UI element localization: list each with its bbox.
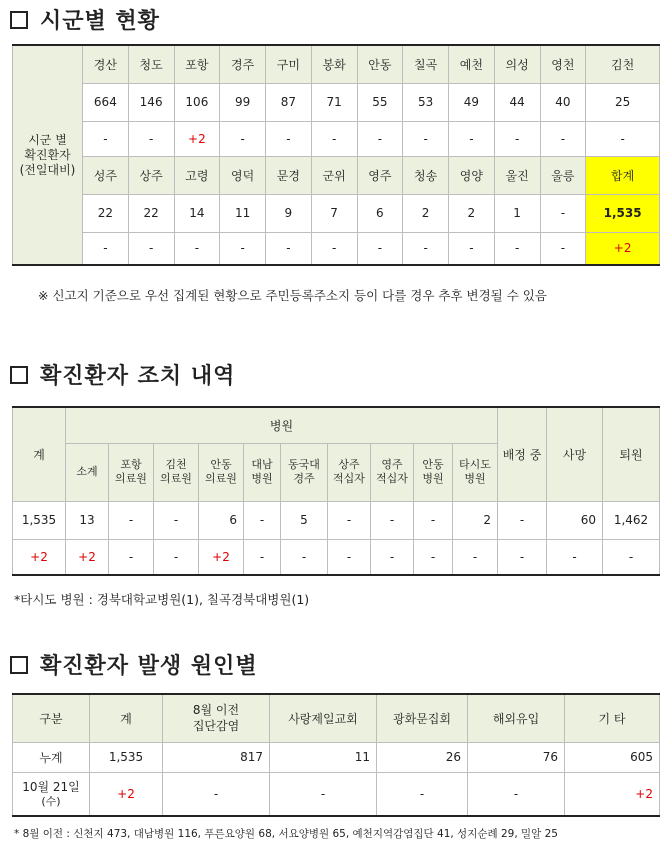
city-name: 경산: [83, 45, 129, 83]
city-delta: -: [266, 232, 312, 265]
city-count: 71: [311, 83, 357, 121]
city-count: 22: [128, 194, 174, 232]
col-total: 계: [90, 694, 163, 742]
row-label: 10월 21일 (수): [13, 772, 90, 816]
city-status-table: [12, 44, 660, 266]
total-delta: +2: [586, 232, 660, 265]
cell: -: [109, 539, 154, 575]
row-label-line2: 확진환자: [24, 147, 71, 162]
treatment-table: [12, 406, 660, 576]
sub-hospital: 영주 적십자: [371, 443, 414, 501]
city-count: 40: [540, 83, 586, 121]
city-delta: -: [403, 232, 449, 265]
cell: +2: [66, 539, 109, 575]
cell: -: [244, 539, 281, 575]
cell: -: [163, 772, 270, 816]
col-overseas: 해외유입: [468, 694, 565, 742]
row-label: 누계: [13, 742, 90, 772]
section-treatment-header: [10, 359, 235, 390]
city-count: 106: [174, 83, 220, 121]
city-delta: -: [311, 232, 357, 265]
city-delta: -: [494, 232, 540, 265]
city-delta: -: [83, 121, 129, 156]
city-count: -: [540, 194, 586, 232]
city-name: 의성: [494, 45, 540, 83]
city-name: 김천: [586, 45, 660, 83]
city-count: 9: [266, 194, 312, 232]
sub-hospital: 포항 의료원: [109, 443, 154, 501]
sub-hospital: 대남 병원: [244, 443, 281, 501]
city-delta: -: [357, 232, 403, 265]
sub-hospital: 김천 의료원: [154, 443, 199, 501]
city-count: 11: [220, 194, 266, 232]
cell: 1,535: [90, 742, 163, 772]
city-delta: -: [403, 121, 449, 156]
col-assign-header: 배정 중: [498, 407, 547, 501]
city-count: 53: [403, 83, 449, 121]
row-label-line1: 시군 별: [28, 132, 67, 147]
cell: 11: [270, 742, 377, 772]
city-delta: -: [311, 121, 357, 156]
col-category: 구분: [13, 694, 90, 742]
cell: -: [453, 539, 498, 575]
city-count: 146: [128, 83, 174, 121]
cell: -: [270, 772, 377, 816]
city-count: 25: [586, 83, 660, 121]
col-total-header: 계: [13, 407, 66, 501]
cell: -: [109, 501, 154, 539]
cell: -: [468, 772, 565, 816]
cell: 60: [547, 501, 603, 539]
section-title: 확진환자 조치 내역: [40, 364, 236, 389]
city-delta: -: [494, 121, 540, 156]
cell: 5: [281, 501, 328, 539]
col-etc: 기 타: [565, 694, 660, 742]
cell: -: [154, 501, 199, 539]
cell: 76: [468, 742, 565, 772]
checkbox-square-icon: [10, 656, 28, 674]
city-count: 99: [220, 83, 266, 121]
city-count: 7: [311, 194, 357, 232]
city-count: 6: [357, 194, 403, 232]
cell: -: [498, 501, 547, 539]
cell: -: [547, 539, 603, 575]
city-name: 울릉: [540, 156, 586, 194]
col-hospital-header: 병원: [66, 407, 498, 443]
cell: 605: [565, 742, 660, 772]
section-title: 확진환자 발생 원인별: [40, 654, 258, 679]
section-city-status-header: [10, 4, 160, 35]
city-count: 664: [83, 83, 129, 121]
cell: -: [154, 539, 199, 575]
city-count: 2: [403, 194, 449, 232]
city-delta: -: [83, 232, 129, 265]
total-count: 1,535: [586, 194, 660, 232]
cell: 13: [66, 501, 109, 539]
total-header: 합계: [586, 156, 660, 194]
city-delta: -: [220, 121, 266, 156]
city-name: 포항: [174, 45, 220, 83]
city-count: 44: [494, 83, 540, 121]
cell: 2: [453, 501, 498, 539]
city-name: 경주: [220, 45, 266, 83]
col-gwanghwamun: 광화문집회: [377, 694, 468, 742]
cell: -: [244, 501, 281, 539]
city-name: 영덕: [220, 156, 266, 194]
col-discharge-header: 퇴원: [603, 407, 660, 501]
cell: -: [498, 539, 547, 575]
sub-subtotal: 소계: [66, 443, 109, 501]
col-before-aug: 8월 이전 집단감염: [163, 694, 270, 742]
cell: -: [371, 501, 414, 539]
cell: +2: [565, 772, 660, 816]
city-name: 칠곡: [403, 45, 449, 83]
city-count: 87: [266, 83, 312, 121]
checkbox-square-icon: [10, 11, 28, 29]
sub-hospital: 상주 적십자: [328, 443, 371, 501]
city-delta: +2: [174, 121, 220, 156]
row-label-cell: [13, 45, 83, 265]
city-name: 영주: [357, 156, 403, 194]
footnote-hospital: *타시도 병원 : 경북대학교병원(1), 칠곡경북대병원(1): [14, 592, 310, 607]
col-death-header: 사망: [547, 407, 603, 501]
row-label-line3: (전일대비): [19, 162, 76, 177]
cell: +2: [13, 539, 66, 575]
col-sarang: 사랑제일교회: [270, 694, 377, 742]
city-delta: -: [128, 232, 174, 265]
city-name: 상주: [128, 156, 174, 194]
city-delta: -: [540, 232, 586, 265]
city-name: 영양: [449, 156, 495, 194]
cell: 6: [199, 501, 244, 539]
cell: -: [328, 501, 371, 539]
footnote-city: ※ 신고지 기준으로 우선 집계된 현황으로 주민등록주소지 등이 다를 경우 추후 변경될 수 있음: [38, 288, 547, 303]
cell: -: [377, 772, 468, 816]
cause-table: [12, 693, 660, 817]
city-count: 14: [174, 194, 220, 232]
cell: 1,535: [13, 501, 66, 539]
city-name: 군위: [311, 156, 357, 194]
city-count: 55: [357, 83, 403, 121]
city-name: 예천: [449, 45, 495, 83]
sub-hospital: 타시도 병원: [453, 443, 498, 501]
city-delta: -: [266, 121, 312, 156]
cell: +2: [199, 539, 244, 575]
cell: +2: [90, 772, 163, 816]
cell: -: [603, 539, 660, 575]
city-delta: -: [220, 232, 266, 265]
section-title: 시군별 현황: [40, 9, 160, 34]
city-name: 울진: [494, 156, 540, 194]
city-name: 안동: [357, 45, 403, 83]
city-delta: -: [449, 232, 495, 265]
city-delta: -: [449, 121, 495, 156]
sub-hospital: 동국대 경주: [281, 443, 328, 501]
city-count: 1: [494, 194, 540, 232]
city-delta: -: [540, 121, 586, 156]
city-name: 영천: [540, 45, 586, 83]
footnote-cause: * 8월 이전 : 신천지 473, 대남병원 116, 푸른요양원 68, 서요양병원 65, 예천지역감염집단 41, 성지순례 29, 밀알 25: [14, 828, 558, 840]
city-count: 49: [449, 83, 495, 121]
city-name: 구미: [266, 45, 312, 83]
cell: -: [281, 539, 328, 575]
cell: -: [328, 539, 371, 575]
checkbox-square-icon: [10, 366, 28, 384]
city-name: 청송: [403, 156, 449, 194]
cell: -: [371, 539, 414, 575]
sub-hospital: 안동 의료원: [199, 443, 244, 501]
cell: -: [414, 501, 453, 539]
city-count: 22: [83, 194, 129, 232]
city-name: 성주: [83, 156, 129, 194]
city-delta: -: [586, 121, 660, 156]
city-name: 고령: [174, 156, 220, 194]
city-name: 문경: [266, 156, 312, 194]
cell: 1,462: [603, 501, 660, 539]
cell: -: [414, 539, 453, 575]
section-cause-header: [10, 649, 258, 680]
sub-hospital: 안동 병원: [414, 443, 453, 501]
city-name: 청도: [128, 45, 174, 83]
cell: 26: [377, 742, 468, 772]
city-delta: -: [128, 121, 174, 156]
city-delta: -: [357, 121, 403, 156]
city-name: 봉화: [311, 45, 357, 83]
city-count: 2: [449, 194, 495, 232]
city-delta: -: [174, 232, 220, 265]
cell: 817: [163, 742, 270, 772]
